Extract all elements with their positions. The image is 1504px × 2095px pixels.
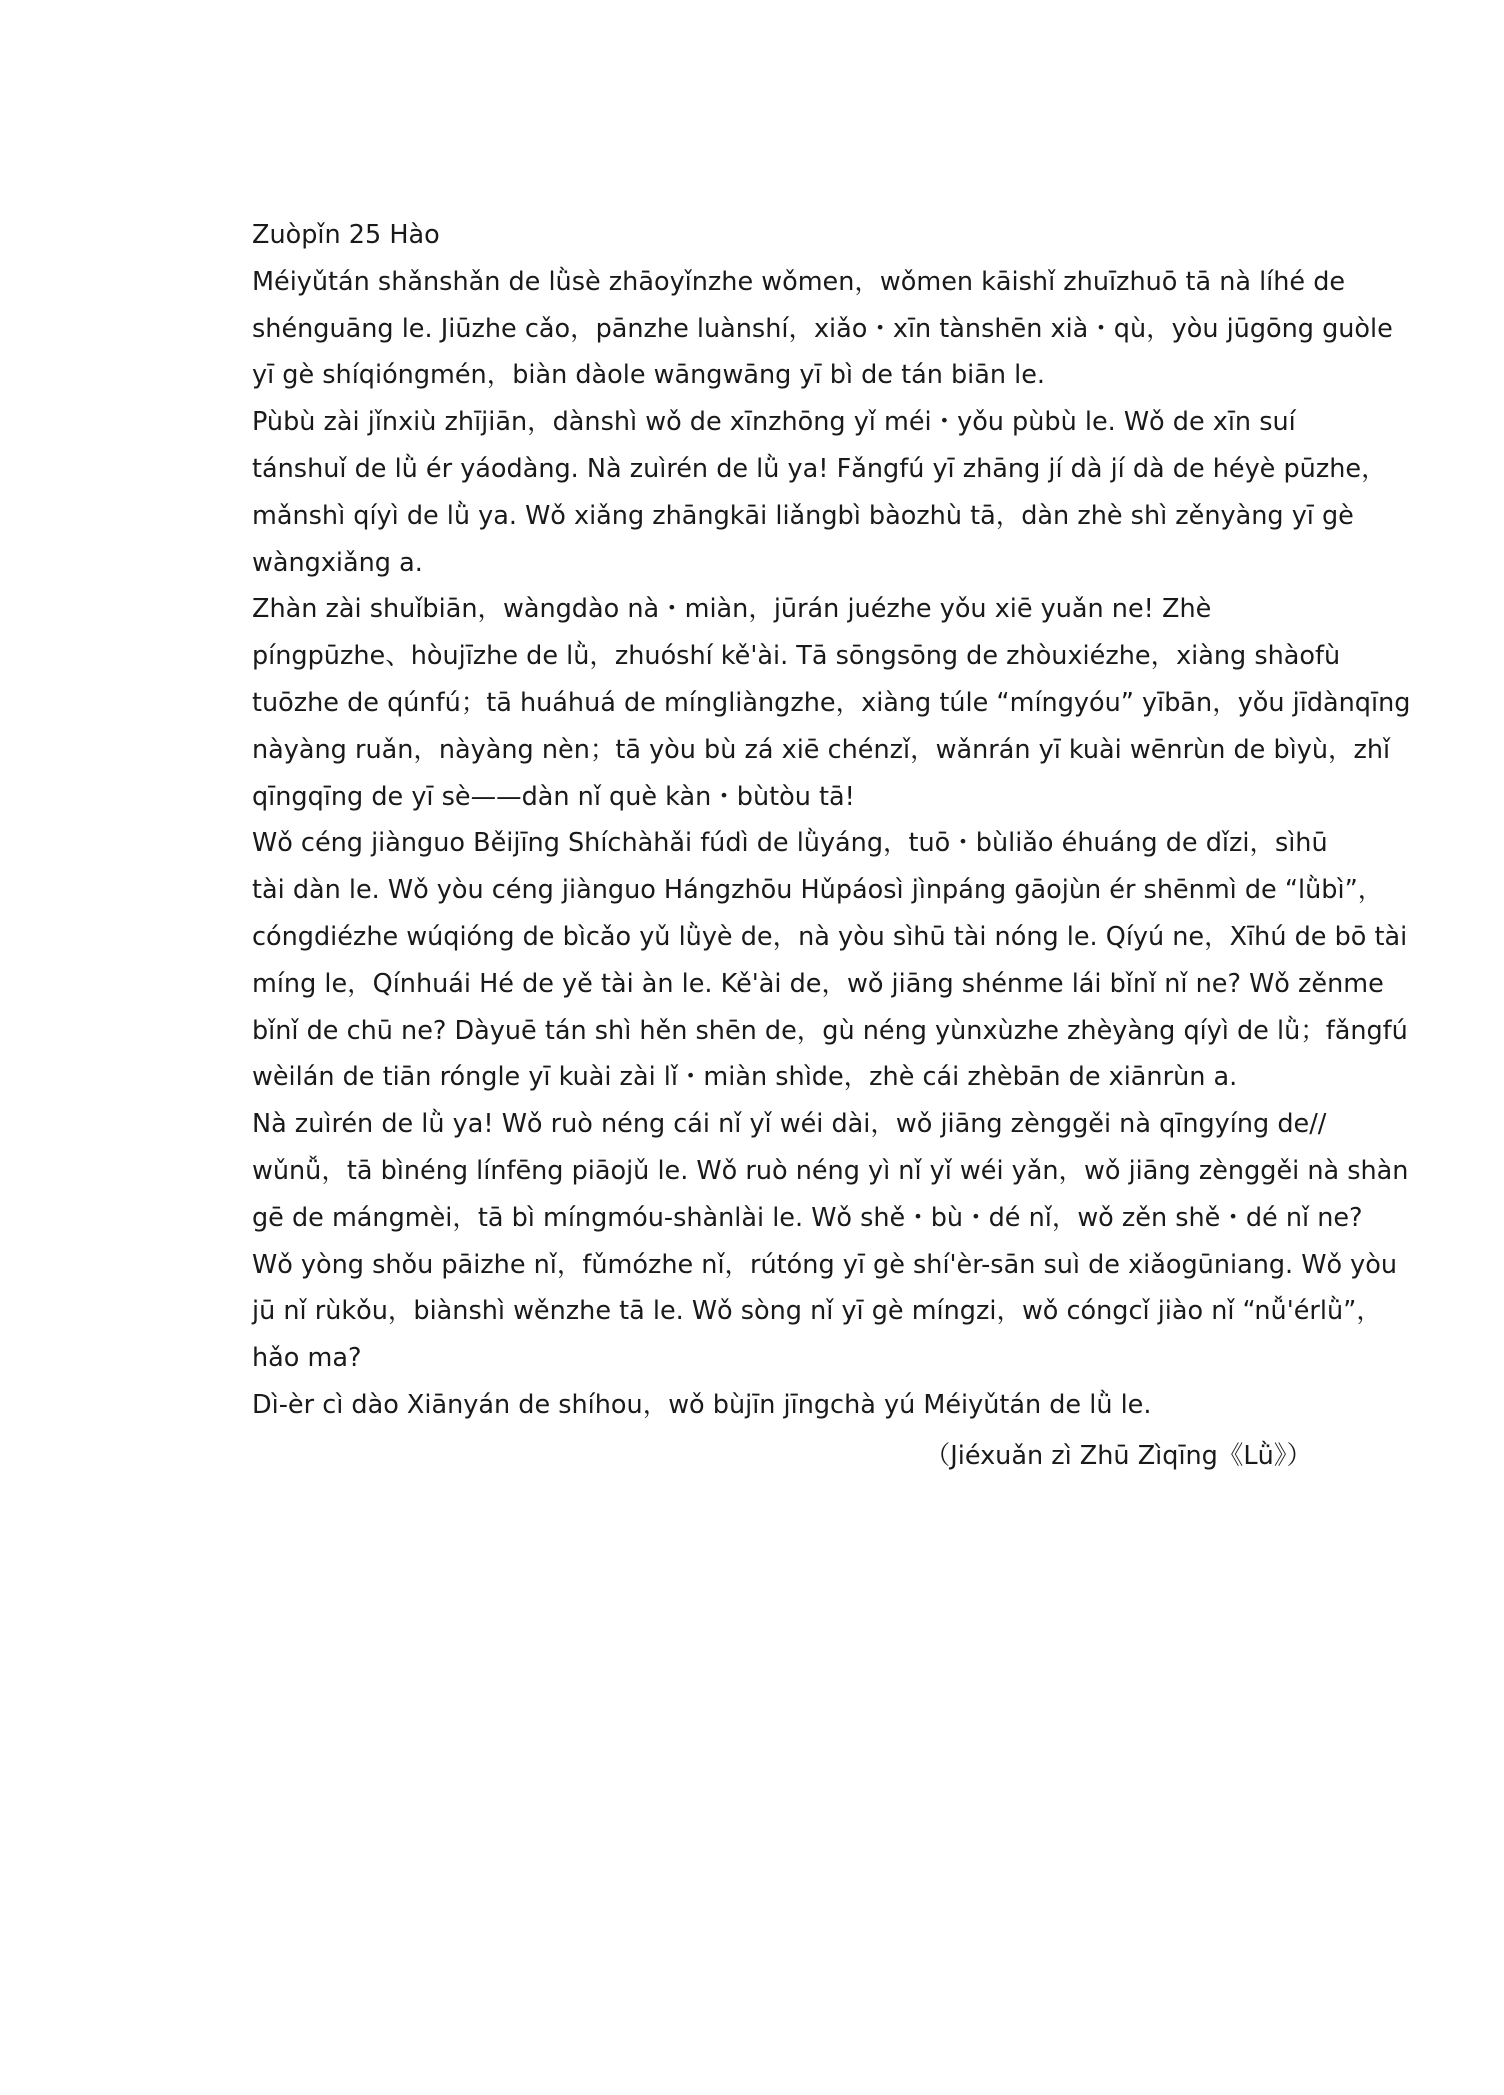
paragraph — [252, 259, 1393, 399]
paragraph-line: bǐnǐ de chū ne? Dàyuē tán shì hěn shēn de，gù néng yùnxùzhe zhèyàng qíyì de lǜ；fǎngfú — [252, 1015, 1408, 1046]
paragraph-line: píngpūzhe、hòujīzhe de lǜ，zhuóshí kě'ài. Tā sōngsōng de zhòuxiézhe，xiàng shàofù — [252, 641, 1341, 672]
paragraph-line: wǔnǚ，tā bìnéng línfēng piāojǔ le. Wǒ ruò néng yì nǐ yǐ wéi yǎn，wǒ jiāng zènggěi nà shàn — [252, 1155, 1409, 1186]
paragraph-line: Dì-èr cì dào Xiānyán de shíhou，wǒ bùjīn jīngchà yú Méiyǔtán de lǜ le. — [252, 1389, 1152, 1420]
paragraph-line: nàyàng ruǎn，nàyàng nèn；tā yòu bù zá xiē chénzǐ，wǎnrán yī kuài wēnrùn de bìyù，zhǐ — [252, 734, 1391, 765]
paragraph-line: shénguāng le. Jiūzhe cǎo，pānzhe luànshí，xiǎo・xīn tànshēn xià・qù，yòu jūgōng guòle — [252, 313, 1393, 344]
document-title: Zuòpǐn 25 Hào — [252, 220, 440, 250]
paragraph-line: wàngxiǎng a. — [252, 547, 423, 578]
source-citation: （Jiéxuǎn zì Zhū Zìqīng《Lǜ》） — [924, 1441, 1312, 1471]
paragraph — [252, 1382, 1312, 1429]
paragraph-line: Wǒ céng jiànguo Běijīng Shíchàhǎi fúdì de lǜyáng，tuō・bùliǎo éhuáng de dǐzi，sìhū — [252, 828, 1328, 859]
paragraph — [252, 586, 1411, 820]
paragraph-line: qīngqīng de yī sè——dàn nǐ què kàn・bùtòu tā! — [252, 781, 855, 812]
paragraph-line: yī gè shíqióngmén，biàn dàole wāngwāng yī bì de tán biān le. — [252, 360, 1046, 391]
paragraph-line: hǎo ma? — [252, 1343, 362, 1374]
text-block — [252, 212, 1411, 1429]
paragraph-line: tánshuǐ de lǜ ér yáodàng. Nà zuìrén de lǜ ya! Fǎngfú yī zhāng jí dà jí dà de héyè pūzhe， — [252, 453, 1387, 484]
paragraph-line: Nà zuìrén de lǜ ya! Wǒ ruò néng cái nǐ yǐ wéi dài，wǒ jiāng zènggěi nà qīngyíng de// — [252, 1109, 1327, 1140]
paragraph-line: Zhàn zài shuǐbiān，wàngdào nà・miàn，jūrán juézhe yǒu xiē yuǎn ne! Zhè — [252, 594, 1212, 625]
paragraph — [252, 820, 1408, 1101]
paragraph-line: míng le，Qínhuái Hé de yě tài àn le. Kě'ài de，wǒ jiāng shénme lái bǐnǐ nǐ ne? Wǒ zěnme — [252, 968, 1384, 999]
paragraph-line: Pùbù zài jǐnxiù zhījiān，dànshì wǒ de xīnzhōng yǐ méi・yǒu pùbù le. Wǒ de xīn suí — [252, 407, 1296, 438]
paragraph-line: Wǒ yòng shǒu pāizhe nǐ，fǔmózhe nǐ，rútóng yī gè shí'èr-sān suì de xiǎogūniang. Wǒ yòu — [252, 1249, 1398, 1280]
paragraph-line: jū nǐ rùkǒu，biànshì wěnzhe tā le. Wǒ sòng nǐ yī gè míngzi，wǒ cóngcǐ jiào nǐ “nǚ'érlǜ”， — [252, 1296, 1382, 1327]
paragraph-line: tài dàn le. Wǒ yòu céng jiànguo Hángzhōu Hǔpáosì jìnpáng gāojùn ér shēnmì de “lǜbì”， — [252, 875, 1384, 906]
paragraph — [252, 1101, 1409, 1382]
paragraph-line: tuōzhe de qúnfú；tā huáhuá de míngliàngzhe，xiàng túle “míngyóu” yībān，yǒu jīdànqīng — [252, 687, 1411, 718]
paragraph-line: cóngdiézhe wúqióng de bìcǎo yǔ lǜyè de，nà yòu sìhū tài nóng le. Qíyú ne，Xīhú de bō tài — [252, 921, 1408, 952]
paragraph-line: wèilán de tiān róngle yī kuài zài lǐ・miàn shìde，zhè cái zhèbān de xiānrùn a. — [252, 1062, 1238, 1093]
paragraph-line: Méiyǔtán shǎnshǎn de lǜsè zhāoyǐnzhe wǒmen，wǒmen kāishǐ zhuīzhuō tā nà líhé de — [252, 266, 1346, 297]
paragraph-line: gē de mángmèi，tā bì míngmóu-shànlài le. Wǒ shě・bù・dé nǐ，wǒ zěn shě・dé nǐ ne? — [252, 1202, 1363, 1233]
paragraph — [252, 399, 1387, 586]
paragraph-line: mǎnshì qíyì de lǜ ya. Wǒ xiǎng zhāngkāi liǎngbì bàozhù tā，dàn zhè shì zěnyàng yī gè — [252, 500, 1354, 531]
